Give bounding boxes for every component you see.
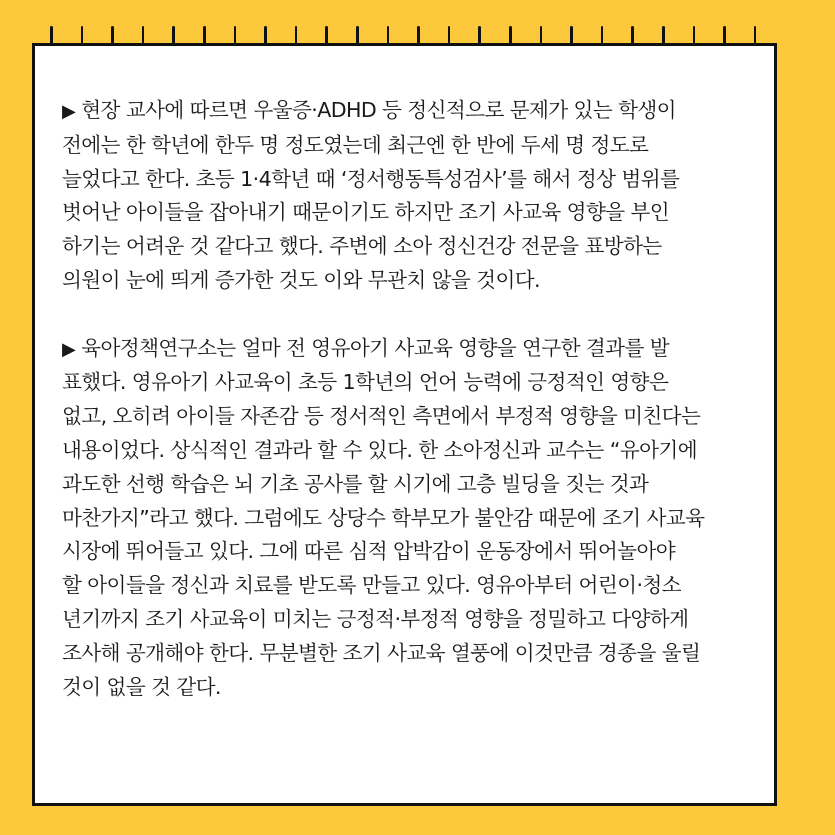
paragraph-line: 하기는 어려운 것 같다고 했다. 주변에 소아 정신건강 전문을 표방하는	[62, 234, 662, 259]
paragraph-line: 것이 없을 것 같다.	[62, 674, 221, 699]
paragraph-line	[62, 332, 782, 367]
paragraph-line	[62, 94, 782, 129]
paragraph-line: 표했다. 영유아기 사교육이 초등 1학년의 언어 능력에 긍정적인 영향은	[62, 370, 669, 395]
paragraph-line: 할 아이들을 정신과 치료를 받도록 만들고 있다. 영유아부터 어린이·청소	[62, 573, 681, 598]
paragraph-line: 시장에 뛰어들고 있다. 그에 따른 심적 압박감이 운동장에서 뛰어놀아야	[62, 539, 676, 564]
paragraph-line: 년기까지 조기 사교육이 미치는 긍정적·부정적 영향을 정밀하고 다양하게	[62, 606, 689, 631]
paragraph-line: 벗어난 아이들을 잡아내기 때문이기도 하지만 조기 사교육 영향을 부인	[62, 200, 670, 225]
line-text: 육아정책연구소는 얼마 전 영유아기 사교육 영향을 연구한 결과를 발	[81, 335, 669, 360]
paragraph-line: 늘었다고 한다. 초등 1·4학년 때 ‘정서행동특성검사’를 해서 정상 범위를	[62, 166, 680, 191]
line-text: 현장 교사에 따르면 우울증·ADHD 등 정신적으로 문제가 있는 학생이	[81, 98, 676, 122]
bullet-triangle-icon: ▶	[62, 338, 76, 360]
paragraph-line: 마찬가지”라고 했다. 그럼에도 상당수 학부모가 불안감 때문에 조기 사교육	[62, 505, 705, 530]
paragraph-2	[62, 332, 782, 705]
paragraph-1	[62, 94, 782, 298]
paragraph-line: 내용이었다. 상식적인 결과라 할 수 있다. 한 소아정신과 교수는 “유아기에	[62, 437, 697, 462]
bullet-triangle-icon: ▶	[62, 101, 76, 122]
paragraph-line: 조사해 공개해야 한다. 무분별한 조기 사교육 열풍에 이것만큼 경종을 울릴	[62, 640, 701, 665]
paragraph-line: 의원이 눈에 띄게 증가한 것도 이와 무관치 않을 것이다.	[62, 267, 540, 292]
paragraph-line: 없고, 오히려 아이들 자존감 등 정서적인 측면에서 부정적 영향을 미친다는	[62, 404, 701, 429]
paragraph-line: 전에는 한 학년에 한두 명 정도였는데 최근엔 한 반에 두세 명 정도로	[62, 132, 649, 157]
paragraph-line: 과도한 선행 학습은 뇌 기초 공사를 할 시기에 고층 빌딩을 짓는 것과	[62, 471, 649, 496]
article-body	[62, 94, 782, 738]
